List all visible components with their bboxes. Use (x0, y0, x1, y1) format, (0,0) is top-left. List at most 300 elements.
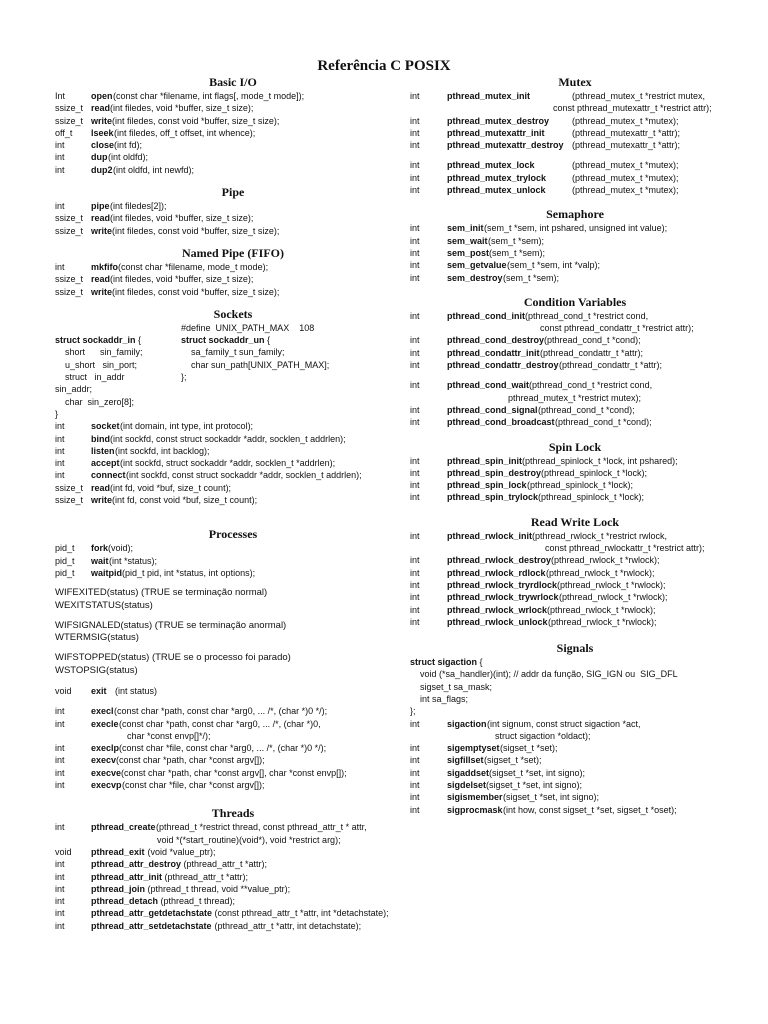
function-name: dup2 (91, 164, 113, 175)
spacer (410, 371, 740, 379)
return-type: int (410, 404, 420, 415)
return-type: int (55, 883, 65, 894)
function-args: (int filedes, void *buffer, size_t size); (110, 213, 254, 224)
func-row (410, 530, 740, 542)
condvars-list (410, 310, 740, 429)
function-name: accept (91, 458, 120, 469)
macro-line (55, 665, 411, 677)
function-name: sem_destroy (447, 272, 503, 283)
struct-sigaction-name: struct sigaction (410, 657, 478, 668)
func-row (410, 359, 740, 371)
function-args: (pthread_mutexattr_t *attr); (572, 127, 681, 138)
return-type: int (410, 467, 420, 478)
return-type: int (55, 908, 65, 919)
return-type: int (410, 360, 420, 371)
return-type: ssize_t (55, 225, 84, 236)
func-row (55, 433, 411, 445)
func-row (410, 159, 740, 171)
function-args: (sem_t *sem); (488, 235, 545, 246)
sockaddr-in-close: } (55, 408, 59, 419)
function-args: struct sigaction *oldact); (495, 730, 591, 741)
function-name: pthread_spin_lock (447, 480, 527, 491)
function-name: connect (91, 470, 126, 481)
func-row (55, 895, 411, 907)
function-args: (pthread_mutex_t *mutex); (572, 115, 679, 126)
func-row (55, 127, 411, 139)
func-row (410, 310, 740, 322)
function-args: (sigset_t *set, int signo); (486, 780, 583, 791)
return-type: int (410, 755, 420, 766)
pipe-list (55, 200, 411, 237)
sockaddr-in-field: short sin_family; (65, 347, 143, 358)
return-type: ssize_t (55, 286, 84, 297)
function-name: execl (91, 706, 114, 717)
function-args: char *const envp[]*/); (127, 730, 211, 741)
macro-text: WIFEXITED(status) (TRUE se terminação normal) (55, 587, 268, 599)
struct-sigaction-brace: { (477, 657, 483, 668)
function-name: sigaddset (447, 767, 490, 778)
return-type: int (410, 140, 420, 151)
function-args: (int sockfd, struct sockaddr *addr, socklen_t *addrlen); (120, 458, 336, 469)
return-type: int (55, 896, 65, 907)
function-args: (int sockfd, const struct sockaddr *addr, socklen_t addrlen); (110, 433, 346, 444)
function-args: (const char *path, const char *arg0, ... /*, (char *)0, (119, 718, 321, 729)
function-name: pthread_attr_init (91, 871, 163, 882)
function-args: (pthread_mutex_t *mutex); (572, 160, 679, 171)
exec-list (55, 705, 411, 791)
function-name: pthread_mutex_unlock (447, 185, 546, 196)
function-args: (const pthread_attr_t *attr, int *detachstate); (212, 908, 389, 919)
func-row (410, 754, 740, 766)
func-row (55, 754, 411, 766)
function-name: pthread_mutex_lock (447, 160, 535, 171)
function-name: pthread_rwlock_init (447, 530, 533, 541)
return-type: pid_t (55, 543, 75, 554)
function-name: wait (91, 555, 109, 566)
func-row (410, 591, 740, 603)
function-name: pthread_rwlock_rdlock (447, 567, 546, 578)
return-type: int (410, 492, 420, 503)
func-row-continuation (55, 730, 411, 742)
return-type: int (410, 260, 420, 271)
func-row (55, 420, 411, 432)
func-row (410, 334, 740, 346)
function-args: (pthread_mutex_t *mutex); (572, 185, 679, 196)
section-heading-processes: Processes (208, 527, 258, 542)
function-name: read (91, 213, 111, 224)
return-type: int (410, 718, 420, 729)
function-args: (pthread_rwlock_t *rwlock); (559, 592, 668, 603)
function-args: (int domain, int type, int protocol); (120, 421, 254, 432)
func-row (410, 718, 740, 730)
function-args: (pthread_mutexattr_t *attr); (572, 140, 681, 151)
func-row (410, 127, 740, 139)
return-type: int (410, 127, 420, 138)
function-args: (int filedes, void *buffer, size_t size); (110, 103, 254, 114)
return-type: int (55, 767, 65, 778)
func-row (410, 579, 740, 591)
function-name: pthread_mutex_init (447, 91, 531, 101)
func-row-continuation (55, 834, 411, 846)
sigaction-field (410, 693, 740, 705)
func-row (410, 767, 740, 779)
func-row (410, 347, 740, 359)
function-args: (int oldfd); (108, 152, 149, 163)
function-args: (int *status); (109, 555, 158, 566)
right-column (410, 76, 740, 816)
function-name: waitpid (91, 567, 122, 578)
sockets-define-line (55, 322, 411, 334)
macro-line (55, 600, 411, 612)
function-name: pthread_condattr_init (447, 347, 540, 358)
sigaction-close (410, 705, 740, 717)
func-row-continuation (410, 392, 740, 404)
function-args: (const char *file, char *const argv[]); (122, 780, 265, 791)
section-heading-semaphore: Semaphore (546, 207, 604, 222)
return-type: int (410, 380, 420, 391)
func-row (410, 455, 740, 467)
return-type: int (55, 718, 65, 729)
function-name: execlp (91, 743, 120, 754)
function-name: pthread_mutex_trylock (447, 172, 547, 183)
struct-sockaddr-un-name: struct sockaddr_un (181, 335, 265, 346)
func-row (55, 200, 411, 212)
function-name: execvp (91, 780, 122, 791)
function-name: exit (91, 685, 107, 696)
return-type: int (410, 480, 420, 491)
function-args: (pthread_rwlock_t *rwlock); (547, 604, 656, 615)
sockets-struct-line (55, 408, 411, 420)
func-row (55, 920, 411, 932)
macro-line (55, 652, 411, 664)
func-row (55, 482, 411, 494)
function-args: (pthread_mutex_t *mutex); (572, 172, 679, 183)
return-type: ssize_t (55, 482, 84, 493)
sigaction-field (410, 668, 740, 680)
func-row (55, 718, 411, 730)
function-args: (pthread_t thread, void **value_ptr); (145, 883, 291, 894)
function-name: execv (91, 755, 117, 766)
unix-path-max-define: #define UNIX_PATH_MAX 108 (181, 322, 315, 333)
return-type: int (410, 160, 420, 171)
section-heading-spin-lock: Spin Lock (548, 439, 602, 454)
func-row (410, 604, 740, 616)
sockaddr-in-field: sin_addr; (55, 384, 93, 395)
func-row (55, 846, 411, 858)
fifo-list (55, 261, 411, 298)
signals-list (410, 718, 740, 816)
func-row-continuation (410, 730, 740, 742)
func-row (55, 225, 411, 237)
function-name: sem_wait (447, 235, 488, 246)
func-row (410, 467, 740, 479)
sa-mask-field: sigset_t sa_mask; (420, 681, 493, 692)
return-type: int (55, 164, 65, 175)
semaphore-list (410, 222, 740, 283)
function-name: bind (91, 433, 110, 444)
func-row (55, 286, 411, 298)
spacer (55, 579, 411, 587)
function-args: (int oldfd, int newfd); (113, 164, 195, 175)
func-row (55, 115, 411, 127)
function-args: (sem_t *sem); (489, 247, 546, 258)
function-name: sigfillset (447, 755, 484, 766)
function-args: (pthread_t thread); (158, 896, 236, 907)
func-row (55, 457, 411, 469)
spacer (410, 151, 740, 159)
macro-line (55, 632, 411, 644)
function-name: sem_post (447, 247, 490, 258)
function-name: pthread_rwlock_wrlock (447, 604, 548, 615)
function-name: pthread_rwlock_trywrlock (447, 592, 559, 603)
function-args: pthread_mutex_t *restrict mutex); (508, 392, 642, 403)
function-name: pthread_mutexattr_destroy (447, 140, 564, 151)
function-name: pthread_spin_trylock (447, 492, 539, 503)
function-args: (pthread_spinlock_t *lock, int pshared); (522, 455, 678, 466)
func-row (410, 247, 740, 259)
spacer (55, 644, 411, 652)
function-args: (int filedes[2]); (110, 201, 167, 212)
function-args: (pthread_rwlock_t *rwlock); (548, 616, 657, 627)
return-type: pid_t (55, 567, 75, 578)
function-args: (sem_t *sem, int *valp); (507, 260, 601, 271)
func-row (410, 222, 740, 234)
return-type: int (55, 780, 65, 791)
function-args: (pthread_condattr_t *attr); (559, 360, 663, 371)
function-args: (int filedes, const void *buffer, size_t size); (112, 115, 280, 126)
function-args: (pthread_rwlock_t *rwlock); (546, 567, 655, 578)
return-type: int (55, 755, 65, 766)
func-row (55, 261, 411, 273)
func-row (410, 554, 740, 566)
struct-close-brace: }; (410, 706, 416, 717)
return-type: off_t (55, 127, 73, 138)
sockaddr-un-field: sa_family_t sun_family; (191, 347, 285, 358)
return-type: int (55, 470, 65, 481)
return-type: int (410, 247, 420, 258)
function-args: (pthread_spinlock_t *lock); (541, 467, 648, 478)
func-row (410, 804, 740, 816)
return-type: int (410, 780, 420, 791)
function-name: pthread_spin_init (447, 455, 523, 466)
return-type: int (410, 804, 420, 815)
return-type: int (55, 871, 65, 882)
sockets-struct-line (55, 396, 411, 408)
function-args: (pthread_attr_t *attr); (181, 859, 268, 870)
return-type: int (410, 310, 420, 321)
function-args: (void *value_ptr); (145, 846, 216, 857)
left-column (55, 76, 411, 932)
func-row (410, 616, 740, 628)
sockets-struct-line (55, 383, 411, 395)
function-name: pthread_exit (91, 846, 145, 857)
func-row (55, 469, 411, 481)
macro-text: WSTOPSIG(status) (55, 664, 138, 676)
function-args: (const char *path, char *const argv[], char *const envp[]); (121, 767, 347, 778)
return-type: int (55, 140, 65, 151)
mutex-list (410, 90, 740, 196)
return-type: int (410, 185, 420, 196)
func-row (55, 907, 411, 919)
return-type: int (410, 530, 420, 541)
function-args: (sem_t *sem); (503, 272, 560, 283)
function-args: (const char *filename, int flags[, mode_t mode]); (113, 91, 305, 101)
func-row (410, 491, 740, 503)
return-type: int (410, 743, 420, 754)
function-args: (pthread_rwlock_t *rwlock); (551, 555, 660, 566)
function-args: (sigset_t *set); (484, 755, 542, 766)
function-name: sigprocmask (447, 804, 503, 815)
function-args: (int fd, void *buf, size_t count); (110, 482, 232, 493)
function-args: (pthread_spinlock_t *lock); (527, 480, 634, 491)
return-type: int (410, 115, 420, 126)
spacer (55, 612, 411, 620)
struct-in-brace: { (135, 335, 142, 346)
function-name: pthread_spin_destroy (447, 467, 542, 478)
return-type: int (55, 859, 65, 870)
function-args: (int filedes, off_t offset, int whence); (114, 127, 256, 138)
threads-list (55, 821, 411, 932)
return-type: int (410, 616, 420, 627)
function-args: (pthread_cond_t *cond); (555, 417, 652, 428)
function-name: listen (91, 445, 115, 456)
return-type: int (55, 458, 65, 469)
section-heading-mutex: Mutex (558, 75, 592, 89)
return-type: int (410, 579, 420, 590)
function-name: pthread_mutex_destroy (447, 115, 550, 126)
func-row (55, 858, 411, 870)
sockets-struct-line (55, 346, 411, 358)
function-name: pthread_cond_signal (447, 404, 538, 415)
return-type: ssize_t (55, 115, 84, 126)
return-type: int (55, 822, 65, 833)
function-name: read (91, 103, 111, 114)
macro-text: WIFSIGNALED(status) (TRUE se terminação anormal) (55, 619, 287, 631)
return-type: int (410, 455, 420, 466)
return-type: int (410, 567, 420, 578)
function-args: (int signum, const struct sigaction *act, (487, 718, 641, 729)
function-name: pthread_attr_getdetachstate (91, 908, 213, 919)
func-row (410, 259, 740, 271)
func-row (410, 742, 740, 754)
return-type: int (410, 347, 420, 358)
return-type: void (55, 846, 72, 857)
sockaddr-un-field: char sun_path[UNIX_PATH_MAX]; (191, 359, 330, 370)
function-args: (int filedes, const void *buffer, size_t size); (112, 225, 280, 236)
func-row (55, 542, 411, 554)
return-type: int (410, 91, 420, 101)
function-args: (pthread_condattr_t *attr); (540, 347, 644, 358)
function-name: execle (91, 718, 119, 729)
processes-list (55, 542, 411, 579)
sockets-struct-heads (55, 334, 411, 346)
function-name: pthread_join (91, 883, 146, 894)
sa-flags-field: int sa_flags; (420, 693, 469, 704)
function-name: pthread_attr_setdetachstate (91, 920, 212, 931)
func-row (55, 705, 411, 717)
return-type: int (410, 172, 420, 183)
function-name: sem_init (447, 223, 484, 234)
function-args: (sigset_t *set); (500, 743, 558, 754)
macro-text: WTERMSIG(status) (55, 632, 139, 644)
function-name: pipe (91, 201, 110, 212)
function-name: read (91, 482, 111, 493)
func-row (55, 494, 411, 506)
return-type: void (55, 685, 72, 696)
sockets-list (55, 420, 411, 506)
macro-line (55, 587, 411, 599)
macro-text: WIFSTOPPED(status) (TRUE se o processo foi parado) (55, 652, 291, 664)
section-heading-signals: Signals (556, 641, 594, 656)
return-type: int (410, 235, 420, 246)
function-name: write (91, 115, 113, 126)
return-type: ssize_t (55, 213, 84, 224)
function-name: write (91, 286, 113, 297)
func-row-continuation (410, 542, 740, 554)
return-type: int (55, 433, 65, 444)
function-args: (pthread_attr_t *attr); (162, 871, 249, 882)
section-heading-threads: Threads (211, 806, 255, 821)
struct-un-brace: { (264, 335, 271, 346)
function-args: (pthread_rwlock_t *restrict rwlock, (532, 530, 668, 541)
sockets-struct-line (55, 371, 411, 383)
func-row (410, 90, 740, 102)
return-type: int (410, 272, 420, 283)
func-row-continuation (410, 102, 740, 114)
func-row (55, 139, 411, 151)
function-args: const pthread_mutexattr_t *restrict attr); (553, 103, 712, 114)
func-row (410, 379, 740, 391)
rwlock-list (410, 530, 740, 628)
document-title: Referência C POSIX (317, 58, 451, 74)
function-name: pthread_condattr_destroy (447, 360, 559, 371)
function-args: (int filedes, void *buffer, size_t size); (110, 274, 254, 285)
func-row (410, 172, 740, 184)
func-row (410, 567, 740, 579)
sigaction-struct-head (410, 656, 740, 668)
function-args: (pthread_spinlock_t *lock); (538, 492, 645, 503)
func-row (410, 416, 740, 428)
function-args: (sem_t *sem, int pshared, unsigned int value); (484, 223, 668, 234)
return-type: int (55, 421, 65, 432)
return-type: pid_t (55, 555, 75, 566)
function-args: (int how, const sigset_t *set, sigset_t *oset); (503, 804, 677, 815)
function-name: fork (91, 543, 109, 554)
function-args: (pthread_t *restrict thread, const pthread_attr_t * attr, (156, 822, 367, 833)
return-type: ssize_t (55, 274, 84, 285)
function-name: pthread_cond_destroy (447, 335, 545, 346)
function-args: (pthread_attr_t *attr, int detachstate); (212, 920, 362, 931)
function-name: pthread_rwlock_destroy (447, 555, 552, 566)
return-type: int (55, 920, 65, 931)
function-name: mkfifo (91, 261, 118, 272)
function-name: pthread_rwlock_tryrdlock (447, 579, 558, 590)
section-heading-fifo: Named Pipe (FIFO) (182, 245, 284, 260)
func-row (55, 555, 411, 567)
return-type: int (410, 604, 420, 615)
function-name: lseek (91, 127, 114, 138)
function-name: pthread_create (91, 822, 156, 833)
func-row (55, 821, 411, 833)
function-name: pthread_mutexattr_init (447, 127, 545, 138)
function-args: (int filedes, const void *buffer, size_t size); (112, 286, 280, 297)
function-name: socket (91, 421, 120, 432)
return-type: ssize_t (55, 103, 84, 114)
function-args: (int fd, const void *buf, size_t count); (112, 495, 258, 506)
function-args: (pthread_cond_t *restrict cond, (525, 310, 649, 321)
func-row (55, 273, 411, 285)
func-row (55, 567, 411, 579)
